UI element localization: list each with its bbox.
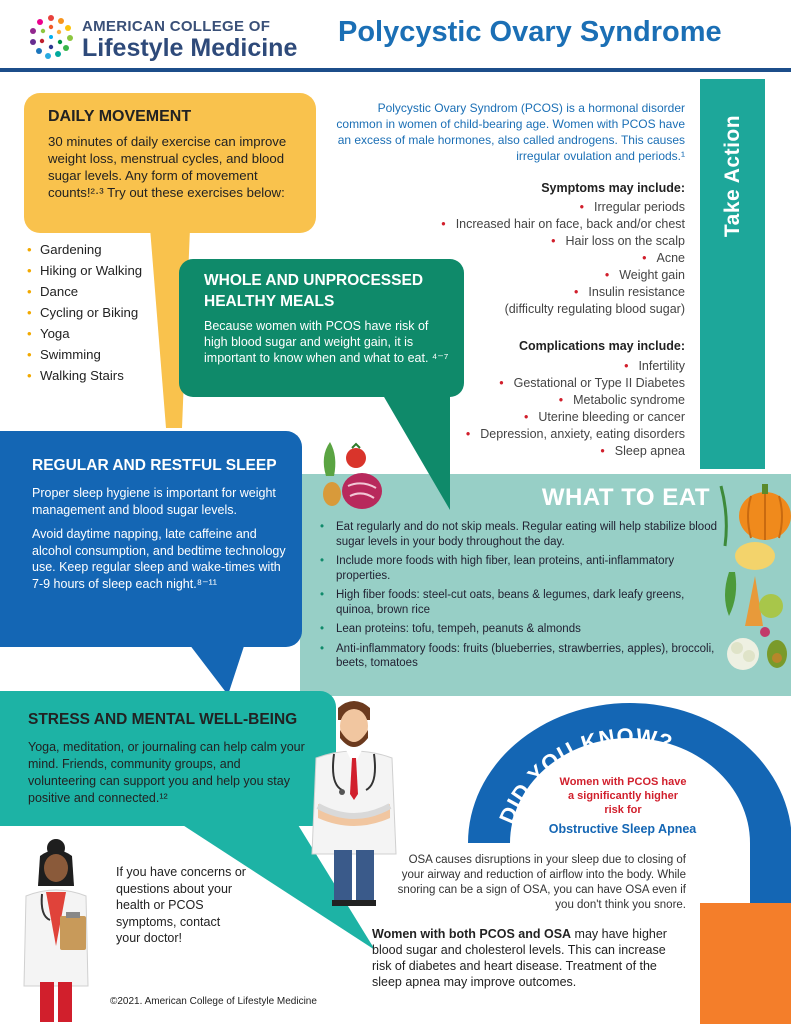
- bullet-icon: •: [27, 368, 32, 383]
- list-item: • Insulin resistance: [574, 285, 685, 299]
- take-action-label-wrap: [700, 79, 765, 274]
- did-you-know-title: DID YOU KNOW?: [494, 723, 677, 828]
- bullet-icon: •: [320, 623, 325, 635]
- whole-meals-title: WHOLE AND UNPROCESSED HEALTHY MEALS: [204, 272, 424, 310]
- orange-accent-block: [700, 903, 791, 1024]
- list-item: • Sleep apnea: [600, 444, 685, 458]
- sleep-tail: [186, 640, 246, 695]
- bullet-icon: •: [27, 305, 32, 320]
- list-item: • Depression, anxiety, eating disorders: [465, 427, 685, 441]
- bullet-icon: •: [320, 521, 325, 533]
- list-item: • Infertility: [624, 359, 685, 373]
- bullet-icon: •: [320, 642, 325, 655]
- take-action-label: Take Action: [720, 114, 744, 238]
- exercise-list: [24, 239, 142, 386]
- list-item: • Dance: [24, 281, 142, 302]
- sleep-title: REGULAR AND RESTFUL SLEEP: [32, 457, 277, 474]
- list-item: • Include more foods with high fiber, lean proteins, anti-inflammatory properties.: [320, 555, 675, 582]
- osa-description: OSA causes disruptions in your sleep due to closing of your airway and reduction of airflow into the body. While snoring can be a sign of OSA, you can have OSA even if you don't think you snore.: [397, 854, 686, 911]
- list-item: • Uterine bleeding or cancer: [523, 410, 685, 424]
- list-item: • Anti-inflammatory foods: fruits (blueberries, strawberries, apples), broccoli, beets, tomatoes: [320, 642, 715, 669]
- whole-meals-text: Because women with PCOS have risk of high blood sugar and weight gain, it is important to know when and what to eat. ⁴⁻⁷: [204, 319, 449, 365]
- list-item: • Increased hair on face, back and/or chest: [441, 217, 685, 231]
- daily-movement-text: 30 minutes of daily exercise can improve weight loss, menstrual cycles, and blood sugar levels. Any form of movement counts!²·³ Try out these exercises below:: [48, 134, 287, 200]
- sleep-text-2: Avoid daytime napping, late caffeine and alcohol consumption, and bedtime technology use. Keep regular sleep and wake-times with 7-9 hours of sleep each night.⁸⁻¹¹: [32, 527, 286, 591]
- vegetables-cluster-icon: [316, 436, 396, 516]
- what-to-eat-title: WHAT TO EAT: [541, 484, 710, 511]
- list-item: • Eat regularly and do not skip meals. Regular eating will help stabilize blood sugar levels in your body throughout the day.: [320, 521, 717, 548]
- list-item: • Lean proteins: tofu, tempeh, peanuts & almonds: [320, 623, 581, 635]
- list-item: • Hair loss on the scalp: [551, 234, 685, 248]
- osa-risk-bold: Women with both PCOS and OSA: [372, 927, 572, 941]
- stress-text: Yoga, meditation, or journaling can help calm your mind. Friends, community groups, and volunteering can support you and help you stay positive and connected.¹²: [28, 740, 305, 805]
- header-divider: [0, 68, 791, 72]
- pumpkin-vegetables-icon: [715, 476, 791, 692]
- list-item: • Acne: [642, 251, 685, 265]
- symptoms-heading: Symptoms may include:: [541, 181, 685, 195]
- bullet-icon: •: [27, 347, 32, 362]
- bullet-icon: •: [27, 326, 32, 341]
- pcos-intro-text: Polycystic Ovary Syndrom (PCOS) is a hormonal disorder common in women of child-bearing age. Women with PCOS have an excess of male hormones, also called androgens. This causes irregular ovulation and periods.¹: [336, 101, 685, 163]
- osa-risk-rest: may have higher blood sugar and cholesterol levels. This can increase risk of diabetes and heart disease. Treatment of the sleep apnea may improve outcomes.: [372, 927, 667, 989]
- bullet-icon: •: [27, 263, 32, 278]
- dyk-risk-text: Women with PCOS have a significantly higher risk for: [559, 776, 687, 816]
- list-item: • Swimming: [24, 344, 142, 365]
- bullet-icon: •: [320, 589, 325, 601]
- dyk-osa-label: Obstructive Sleep Apnea: [548, 822, 697, 836]
- sleep-text-1: Proper sleep hygiene is important for weight management and blood sugar levels.: [32, 486, 276, 517]
- list-item: • Yoga: [24, 323, 142, 344]
- list-item: • Metabolic syndrome: [558, 393, 685, 407]
- list-item: • High fiber foods: steel-cut oats, beans & legumes, dark leafy greens, quinoa, brown rice: [320, 589, 685, 616]
- list-item: • Weight gain: [604, 268, 685, 282]
- stress-title: STRESS AND MENTAL WELL-BEING: [28, 711, 298, 728]
- list-item: (difficulty regulating blood sugar): [504, 302, 685, 316]
- sleep-text: [32, 485, 288, 592]
- complications-list: [466, 358, 685, 460]
- list-item: • Cycling or Biking: [24, 302, 142, 323]
- male-doctor-illustration-icon: [308, 694, 400, 908]
- acolm-logo-icon: [28, 14, 74, 60]
- female-doctor-illustration-icon: [16, 836, 100, 1024]
- page-title: Polycystic Ovary Syndrome: [338, 16, 722, 48]
- bullet-icon: •: [320, 555, 325, 567]
- copyright: ©2021. American College of Lifestyle Medicine: [110, 996, 317, 1007]
- symptoms-list: [441, 199, 685, 318]
- bullet-icon: •: [27, 284, 32, 299]
- list-item: • Gardening: [24, 239, 142, 260]
- complications-heading: Complications may include:: [518, 339, 685, 353]
- logo-text-line2: Lifestyle Medicine: [82, 34, 298, 62]
- list-item: • Hiking or Walking: [24, 260, 142, 281]
- contact-doctor-text: If you have concerns or questions about your health or PCOS symptoms, contact your doctor!: [116, 865, 246, 945]
- logo-text-line1: AMERICAN COLLEGE OF: [82, 18, 271, 35]
- bullet-icon: •: [27, 242, 32, 257]
- list-item: • Irregular periods: [579, 200, 685, 214]
- osa-risk-text: [372, 926, 688, 990]
- list-item: • Walking Stairs: [24, 365, 142, 386]
- daily-movement-title: DAILY MOVEMENT: [48, 108, 192, 125]
- what-to-eat-list: [318, 520, 723, 676]
- list-item: • Gestational or Type II Diabetes: [499, 376, 685, 390]
